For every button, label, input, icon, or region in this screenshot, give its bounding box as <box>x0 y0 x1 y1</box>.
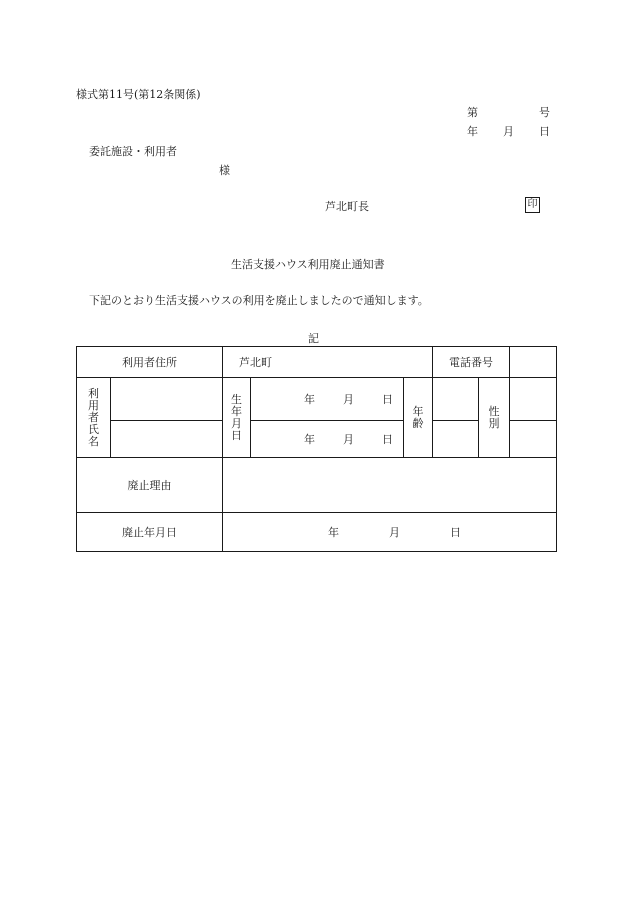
age-value-1[interactable] <box>433 378 479 421</box>
birth-date-2[interactable]: 年 月 日 <box>251 421 404 458</box>
gender-value-2[interactable] <box>510 421 557 458</box>
document-body: 下記のとおり生活支援ハウスの利用を廃止しましたので通知します。 <box>89 294 429 307</box>
document-title: 生活支援ハウス利用廃止通知書 <box>231 258 385 271</box>
doc-number-suffix: 号 <box>539 106 550 119</box>
birth-date-1[interactable]: 年 月 日 <box>251 378 404 421</box>
name-row-1 <box>77 378 557 421</box>
gender-label: 性 別 <box>479 378 510 458</box>
age-value-2[interactable] <box>433 421 479 458</box>
abolish-date-value[interactable]: 年 月 日 <box>223 513 557 552</box>
ki-label: 記 <box>308 332 319 345</box>
reason-value[interactable] <box>223 458 557 513</box>
abolish-date-row <box>77 513 557 552</box>
issuer-title: 芦北町長 <box>325 200 369 213</box>
reason-label: 廃止理由 <box>77 458 223 513</box>
date-year: 年 <box>467 125 478 138</box>
age-label: 年 齢 <box>404 378 433 458</box>
reason-row <box>77 458 557 513</box>
address-value[interactable]: 芦北町 <box>223 347 433 378</box>
form-number: 様式第11号(第12条関係) <box>76 88 201 101</box>
date-month: 月 <box>503 125 514 138</box>
gender-value-1[interactable] <box>510 378 557 421</box>
seal-mark: 印 <box>525 197 540 213</box>
date-day: 日 <box>539 125 550 138</box>
name-value-1[interactable] <box>111 378 223 421</box>
name-value-2[interactable] <box>111 421 223 458</box>
abolish-date-label: 廃止年月日 <box>77 513 223 552</box>
recipient-honorific: 様 <box>219 164 230 177</box>
recipient-label: 委託施設・利用者 <box>89 145 177 158</box>
name-label: 利 用 者 氏 名 <box>77 378 111 458</box>
address-row <box>77 347 557 378</box>
notification-table <box>76 346 557 552</box>
phone-value[interactable] <box>510 347 557 378</box>
address-label: 利用者住所 <box>77 347 223 378</box>
doc-number-prefix: 第 <box>467 106 478 119</box>
phone-label: 電話番号 <box>433 347 510 378</box>
birth-label: 生 年 月 日 <box>223 378 251 458</box>
